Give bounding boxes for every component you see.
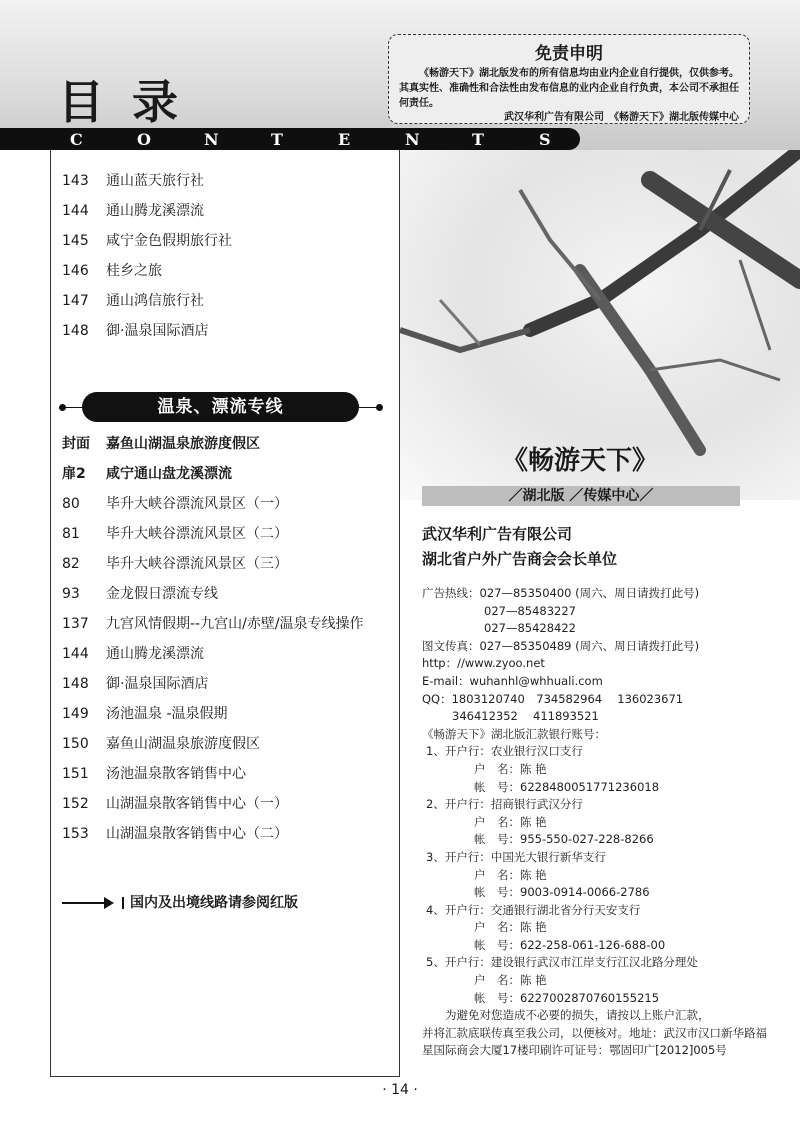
- list-item[interactable]: 149 汤池温泉 -温泉假期: [62, 706, 228, 722]
- red-edition-note: 国内及出境线路请参阅红版: [62, 892, 298, 912]
- bank-account-number: 帐 号：9003-0914-0066-2786: [474, 885, 650, 900]
- magazine-title: 《畅游天下》: [501, 446, 658, 476]
- arrow-right-icon: [62, 902, 104, 904]
- list-item[interactable]: 150 嘉鱼山湖温泉旅游度假区: [62, 736, 260, 752]
- page-title: 目 录: [58, 75, 185, 129]
- disclaimer-signature: 武汉华利广告有限公司 《畅游天下》湖北版传媒中心: [504, 112, 739, 123]
- hotline: 广告热线：027—85350400 (周六、周日请拨打此号): [422, 586, 700, 600]
- list-item[interactable]: 137 九宫风情假期--九宫山/赤壁/温泉专线操作: [62, 616, 364, 632]
- bank-account-name: 户 名：陈 艳: [474, 761, 547, 776]
- bank-title: 《畅游天下》湖北版汇款银行账号：: [422, 726, 606, 741]
- bank-account-name: 户 名：陈 艳: [474, 973, 547, 988]
- bank-account-name: 户 名：陈 艳: [474, 814, 547, 829]
- contents-letter: O: [137, 130, 151, 149]
- contents-letter: E: [338, 130, 351, 149]
- list-item[interactable]: 扉2 咸宁通山盘龙溪漂流: [62, 466, 232, 482]
- disclaimer-title: 免责申明: [535, 44, 603, 64]
- disclaimer-body: 《畅游天下》湖北版发布的所有信息均由业内企业自行提供，仅供参考。其真实性、准确性和合法性由发布信息的业内企业自行负责，本公司不承担任何责任。: [399, 68, 739, 109]
- qq-numbers: 346412352 411893521: [452, 709, 599, 724]
- bank-account-bank: 4、开户行：交通银行湖北省分行天安支行: [426, 902, 641, 917]
- bank-account-name: 户 名：陈 艳: [474, 920, 547, 935]
- contents-letter: T: [472, 130, 484, 149]
- bank-account-number: 帐 号：6227002870760155215: [474, 990, 660, 1005]
- bank-account-number: 帐 号：955-550-027-228-8266: [474, 832, 654, 847]
- list-item[interactable]: 81 毕升大峡谷漂流风景区（二）: [62, 526, 288, 542]
- list-item[interactable]: 146 桂乡之旅: [62, 263, 162, 279]
- list-item[interactable]: 148 御·温泉国际酒店: [62, 323, 209, 339]
- page-number: · 14 ·: [382, 1082, 418, 1098]
- qq-numbers: QQ：1803120740 734582964 136023671: [422, 691, 684, 706]
- bank-account-bank: 1、开户行：农业银行汉口支行: [426, 744, 583, 759]
- list-item[interactable]: 93 金龙假日漂流专线: [62, 586, 218, 602]
- edition-strip: ／湖北版 ／传媒中心／: [422, 486, 740, 506]
- list-item[interactable]: 152 山湖温泉散客销售中心（一）: [62, 796, 288, 812]
- list-item[interactable]: 封面 嘉鱼山湖温泉旅游度假区: [62, 436, 260, 452]
- list-item[interactable]: 148 御·温泉国际酒店: [62, 676, 209, 692]
- list-item[interactable]: 82 毕升大峡谷漂流风景区（三）: [62, 556, 288, 572]
- list-item[interactable]: 144 通山腾龙溪漂流: [62, 203, 204, 219]
- section-banner: 温泉、漂流专线: [82, 392, 359, 422]
- bank-account-bank: 2、开户行：招商银行武汉分行: [426, 797, 583, 812]
- email-link[interactable]: E-mail：wuhanhl@whhuali.com: [422, 673, 603, 688]
- bank-account-bank: 3、开户行：中国光大银行新华支行: [426, 849, 606, 864]
- hotline: 027—85483227: [484, 603, 576, 618]
- contents-letter: C: [70, 130, 83, 149]
- company-name: 武汉华利广告有限公司: [422, 525, 573, 543]
- company-subtitle: 湖北省户外广告商会会长单位: [422, 550, 618, 568]
- list-item[interactable]: 143 通山蓝天旅行社: [62, 173, 204, 189]
- hotline: 027—85428422: [484, 621, 576, 636]
- list-item[interactable]: 145 咸宁金色假期旅行社: [62, 233, 232, 249]
- list-item[interactable]: 144 通山腾龙溪漂流: [62, 646, 204, 662]
- contents-lettering: [70, 130, 606, 149]
- contact-info: [422, 585, 767, 1060]
- list-item[interactable]: 80 毕升大峡谷漂流风景区（一）: [62, 496, 288, 512]
- bank-account-name: 户 名：陈 艳: [474, 867, 547, 882]
- website-link[interactable]: http：//www.zyoo.net: [422, 656, 545, 671]
- closing-note: 并将汇款底联传真至我公司，以便核对。地址：武汉市汉口新华路福星国际商会大厦17楼印刷许可证号：鄂固印广[2012]005号: [422, 1025, 767, 1058]
- bank-account-bank: 5、开户行：建设银行武汉市江岸支行江汉北路分理处: [426, 955, 698, 970]
- contents-letter: N: [405, 130, 420, 149]
- contents-letter: T: [271, 130, 283, 149]
- list-item[interactable]: 153 山湖温泉散客销售中心（二）: [62, 826, 288, 842]
- bank-account-number: 帐 号：6228480051771236018: [474, 779, 660, 794]
- list-item[interactable]: 147 通山鸿信旅行社: [62, 293, 204, 309]
- disclaimer-box: [388, 34, 750, 124]
- contents-letter: N: [204, 130, 219, 149]
- banner-dot-right: [376, 404, 383, 411]
- list-item[interactable]: 151 汤池温泉散客销售中心: [62, 766, 246, 782]
- bar-icon: [122, 897, 124, 909]
- closing-note: 为避免对您造成不必要的损失，请按以上账户汇款，: [445, 1008, 710, 1023]
- banner-dot-left: [59, 404, 66, 411]
- contents-letter: S: [539, 130, 551, 149]
- fax: 图文传真：027—85350489 (周六、周日请拨打此号): [422, 638, 700, 653]
- bank-account-number: 帐 号：622-258-061-126-688-00: [474, 937, 666, 952]
